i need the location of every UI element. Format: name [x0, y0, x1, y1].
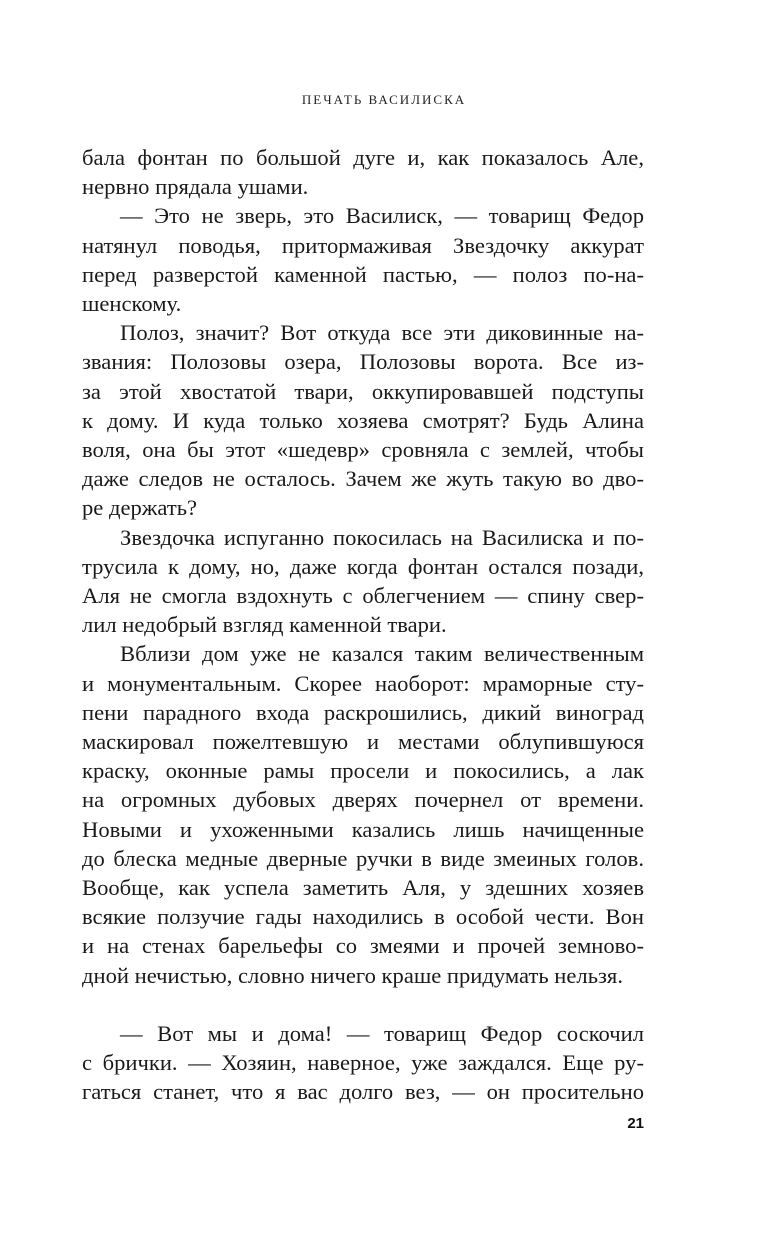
text-line: гаться станет, что я вас долго вез, — он просительно [82, 1079, 644, 1105]
text-line: шенскому. [82, 291, 182, 317]
text-line: всякие ползучие гады находились в особой чести. Вон [82, 904, 644, 930]
text-line: пени парадного входа раскрошились, дикий виноград [82, 699, 644, 725]
text-line: бала фонтан по большой дуге и, как показалось Але, [82, 145, 644, 170]
text-line: и на стенах барельефы со змеями и прочей земново- [82, 933, 644, 959]
text-line: — Это не зверь, это Василиск, — товарищ Федор [120, 203, 644, 229]
text-line: с брички. — Хозяин, наверное, уже заждался. Еще ру- [82, 1050, 644, 1076]
text-line: Вообще, как успела заметить Аля, у здешних хозяев [82, 875, 644, 901]
running-title: ПЕЧАТЬ ВАСИЛИСКА [301, 92, 467, 107]
section-break [82, 990, 644, 1019]
text-line: даже следов не осталось. Зачем же жуть такую во дво- [82, 466, 644, 492]
text-line: на огромных дубовых дверях почернел от времени. [82, 787, 644, 813]
body-text [82, 143, 644, 1107]
text-line: натянул поводья, притормаживая Звездочку аккурат [82, 232, 644, 258]
text-line: лил недобрый взгляд каменной твари. [82, 612, 447, 638]
text-line: к дому. И куда только хозяева смотрят? Будь Алина [82, 407, 644, 433]
text-line: звания: Полозовы озера, Полозовы ворота. Все из- [82, 349, 644, 375]
text-line: воля, она бы этот «шедевр» сровняла с землей, чтобы [82, 437, 644, 463]
text-line: маскировал пожелтевшую и местами облупившуюся [82, 729, 644, 755]
text-line: нервно прядала ушами. [82, 174, 309, 200]
text-line: и монументальным. Скорее наоборот: мраморные сту- [82, 670, 644, 696]
text-line: — Вот мы и дома! — товарищ Федор соскочил [120, 1020, 644, 1046]
text-line: Звездочка испуганно покосилась на Василиска и по- [120, 524, 644, 550]
text-line: краску, оконные рамы просели и покосились, а лак [82, 758, 644, 784]
text-line: Аля не смогла вздохнуть с облегчением — спину свер- [82, 583, 644, 609]
text-line: перед разверстой каменной пастью, — полоз по-на- [82, 261, 644, 287]
text-line: Вблизи дом уже не казался таким величественным [120, 641, 644, 667]
text-line: Новыми и ухоженными казались лишь начищенные [82, 816, 644, 842]
text-line: ре держать? [82, 495, 198, 521]
page-number: 21 [627, 1115, 644, 1132]
text-line: дной нечистью, словно ничего краше придумать нельзя. [82, 962, 623, 988]
text-line: за этой хвостатой твари, оккупировавшей подступы [82, 378, 644, 404]
text-line: Полоз, значит? Вот откуда все эти диковинные на- [120, 320, 644, 346]
text-line: трусила к дому, но, даже когда фонтан остался позади, [82, 553, 644, 579]
text-line: до блеска медные дверные ручки в виде змеиных голов. [82, 845, 644, 871]
